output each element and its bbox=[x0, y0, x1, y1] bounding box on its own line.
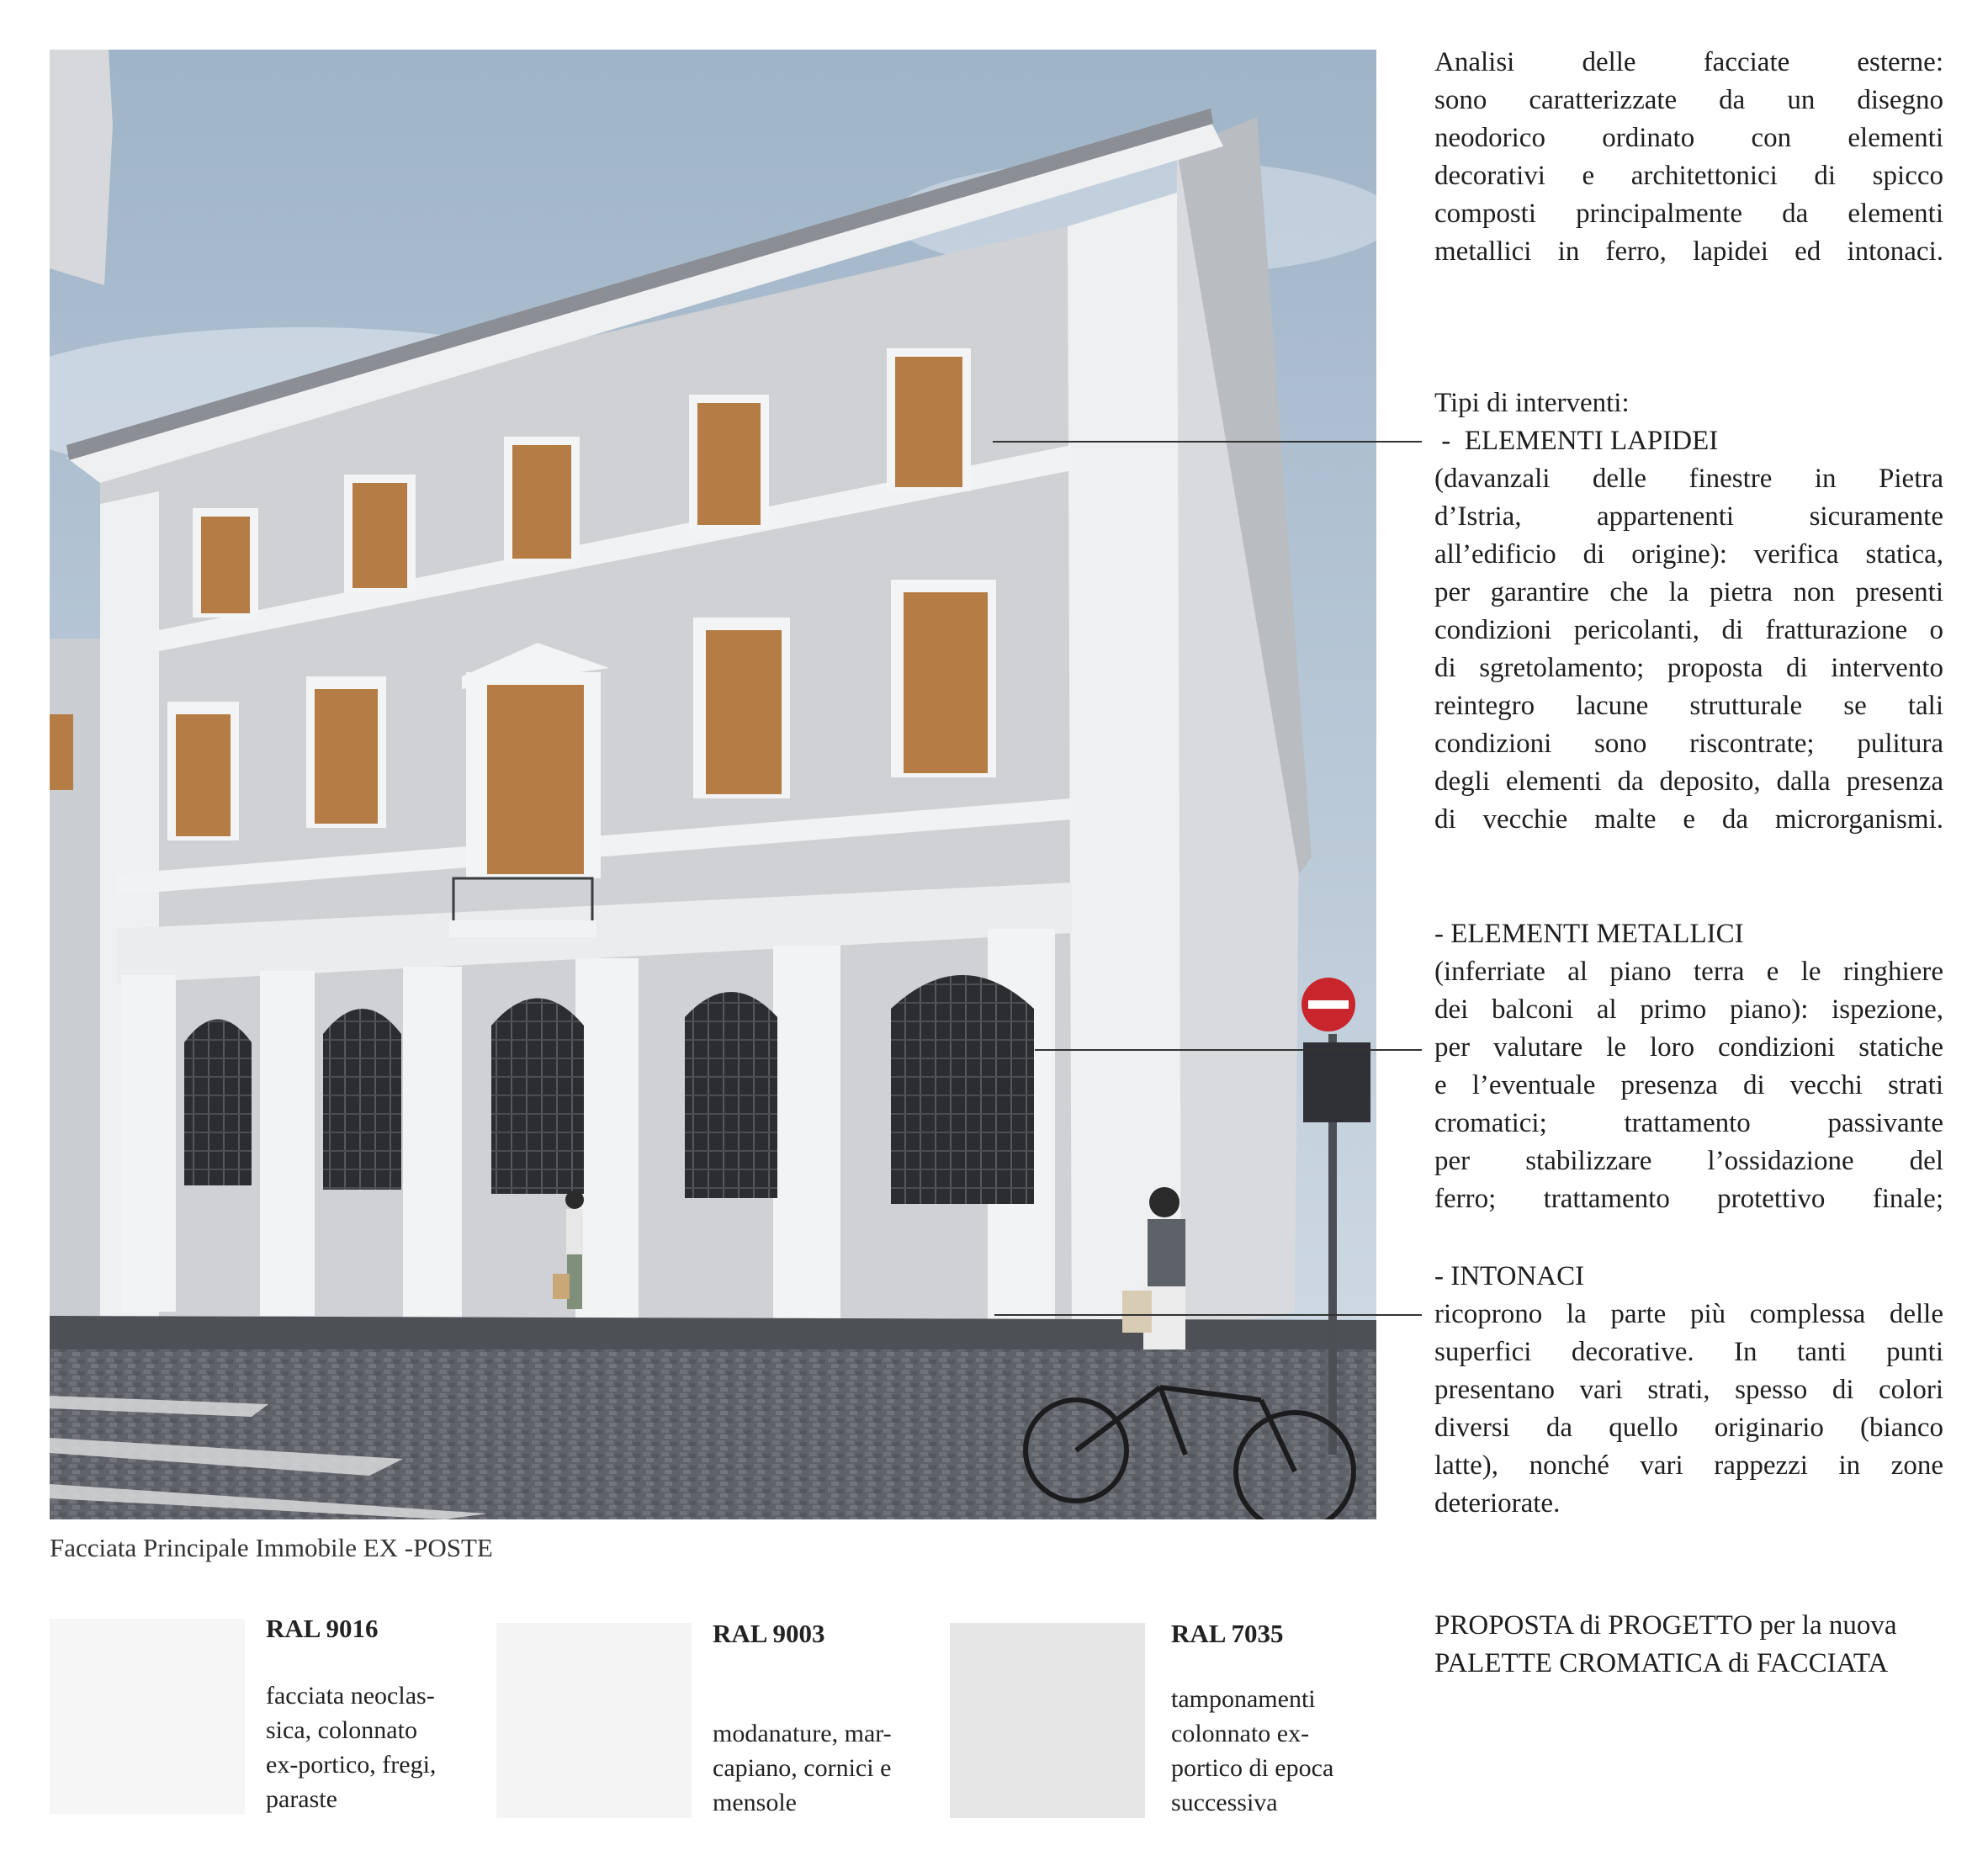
lapidei-line: per garantire che la pietra non presenti bbox=[1434, 577, 1943, 607]
ral-code: RAL 9003 bbox=[713, 1619, 825, 1648]
ral-description-line: ex-portico, fregi, bbox=[266, 1751, 437, 1779]
metallici-title: - ELEMENTI METALLICI bbox=[1434, 919, 1744, 949]
ral-description-line: portico di epoca bbox=[1171, 1754, 1334, 1782]
facade-illustration bbox=[50, 50, 1376, 1519]
ral-description-line: sica, colonnato bbox=[266, 1716, 417, 1744]
lapidei-line: d’Istria, appartenenti sicuramente bbox=[1434, 501, 1943, 532]
ral-description-line: mensole bbox=[713, 1789, 797, 1816]
photo-caption: Facciata Principale Immobile EX -POSTE bbox=[50, 1533, 493, 1562]
analysis-line: neodorico ordinato con elementi bbox=[1434, 123, 1943, 153]
lapidei-title: - ELEMENTI LAPIDEI bbox=[1434, 426, 1719, 456]
metallici-line: per stabilizzare l’ossidazione del bbox=[1434, 1146, 1943, 1176]
ral-description-line: facciata neoclas- bbox=[266, 1682, 435, 1710]
ral-description-line: colonnato ex- bbox=[1171, 1720, 1310, 1747]
ral-description-line: modanature, mar- bbox=[713, 1720, 892, 1747]
corner-pilaster bbox=[1068, 193, 1181, 1341]
analysis-line: decorativi e architettonici di spicco bbox=[1434, 161, 1943, 191]
leader-line-intonaci bbox=[994, 1314, 1422, 1316]
ral-description-line: tamponamenti bbox=[1171, 1685, 1316, 1713]
analysis-line: composti principalmente da elementi bbox=[1434, 199, 1943, 229]
analysis-line: Analisi delle facciate esterne: bbox=[1434, 47, 1943, 77]
intonaci-line: latte), nonché vari rappezzi in zone bbox=[1434, 1450, 1943, 1481]
metallici-line: cromatici; trattamento passivante bbox=[1434, 1108, 1943, 1138]
lapidei-line: condizioni pericolanti, di fratturazione o bbox=[1434, 615, 1943, 645]
ral-description bbox=[266, 1678, 476, 1816]
left-building bbox=[50, 50, 113, 285]
metallici-line: e l’eventuale presenza di vecchi strati bbox=[1434, 1070, 1943, 1100]
intonaci-title: - INTONACI bbox=[1434, 1261, 1585, 1291]
swatch-ral-9016 bbox=[50, 1619, 245, 1814]
intonaci-line: ricoprono la parte più complessa delle bbox=[1434, 1299, 1943, 1329]
swatch-ral-7035 bbox=[950, 1623, 1145, 1818]
metallici-line: per valutare le loro condizioni statiche bbox=[1434, 1032, 1943, 1063]
leader-line-lapidei bbox=[993, 441, 1422, 443]
ral-description bbox=[1171, 1682, 1381, 1820]
lapidei-line: degli elementi da deposito, dalla presenza bbox=[1434, 766, 1943, 797]
intonaci-line: presentano vari strati, spesso di colori bbox=[1434, 1375, 1943, 1405]
intonaci-section bbox=[1434, 1258, 1943, 1523]
facade-photo bbox=[50, 50, 1376, 1519]
ral-description-line: paraste bbox=[266, 1785, 337, 1813]
ral-code: RAL 9016 bbox=[266, 1614, 379, 1643]
lapidei-line: reintegro lacune strutturale se tali bbox=[1434, 691, 1943, 721]
intonaci-line: deteriorate. bbox=[1434, 1488, 1561, 1519]
analysis-line: sono caratterizzate da un disegno bbox=[1434, 85, 1943, 115]
swatch-ral-9003 bbox=[496, 1623, 692, 1818]
ral-description-line: successiva bbox=[1171, 1789, 1278, 1816]
lapidei-line: condizioni sono riscontrate; pulitura bbox=[1434, 729, 1943, 759]
intonaci-line: diversi da quello originario (bianco bbox=[1434, 1413, 1943, 1443]
lapidei-line: all’edificio di origine): verifica statica, bbox=[1434, 539, 1943, 570]
ral-code: RAL 7035 bbox=[1171, 1619, 1284, 1648]
metallici-line: (inferriate al piano terra e le ringhiere bbox=[1434, 957, 1943, 987]
lapidei-line: (davanzali delle finestre in Pietra bbox=[1434, 464, 1943, 494]
palette-title-line: PROPOSTA di PROGETTO per la nuova bbox=[1434, 1610, 1897, 1641]
metallici-section bbox=[1434, 915, 1943, 1218]
ral-description bbox=[713, 1716, 923, 1820]
interventions-section bbox=[1434, 384, 1943, 839]
analysis-paragraph bbox=[1434, 44, 1943, 271]
interventions-heading: Tipi di interventi: bbox=[1434, 388, 1630, 418]
ral-description-line: capiano, cornici e bbox=[713, 1754, 892, 1782]
metallici-line: ferro; trattamento protettivo finale; bbox=[1434, 1184, 1943, 1214]
analysis-line: metallici in ferro, lapidei ed intonaci. bbox=[1434, 236, 1943, 267]
lapidei-line: di sgretolamento; proposta di intervento bbox=[1434, 653, 1943, 683]
palette-proposal-title bbox=[1434, 1607, 1943, 1683]
metallici-line: dei balconi al primo piano): ispezione, bbox=[1434, 994, 1943, 1025]
lapidei-line: di vecchie malte e da microrganismi. bbox=[1434, 804, 1943, 835]
intonaci-line: superfici decorative. In tanti punti bbox=[1434, 1337, 1943, 1367]
palette-title-line: PALETTE CROMATICA di FACCIATA bbox=[1434, 1648, 1889, 1678]
leader-line-metallici bbox=[1035, 1049, 1422, 1051]
